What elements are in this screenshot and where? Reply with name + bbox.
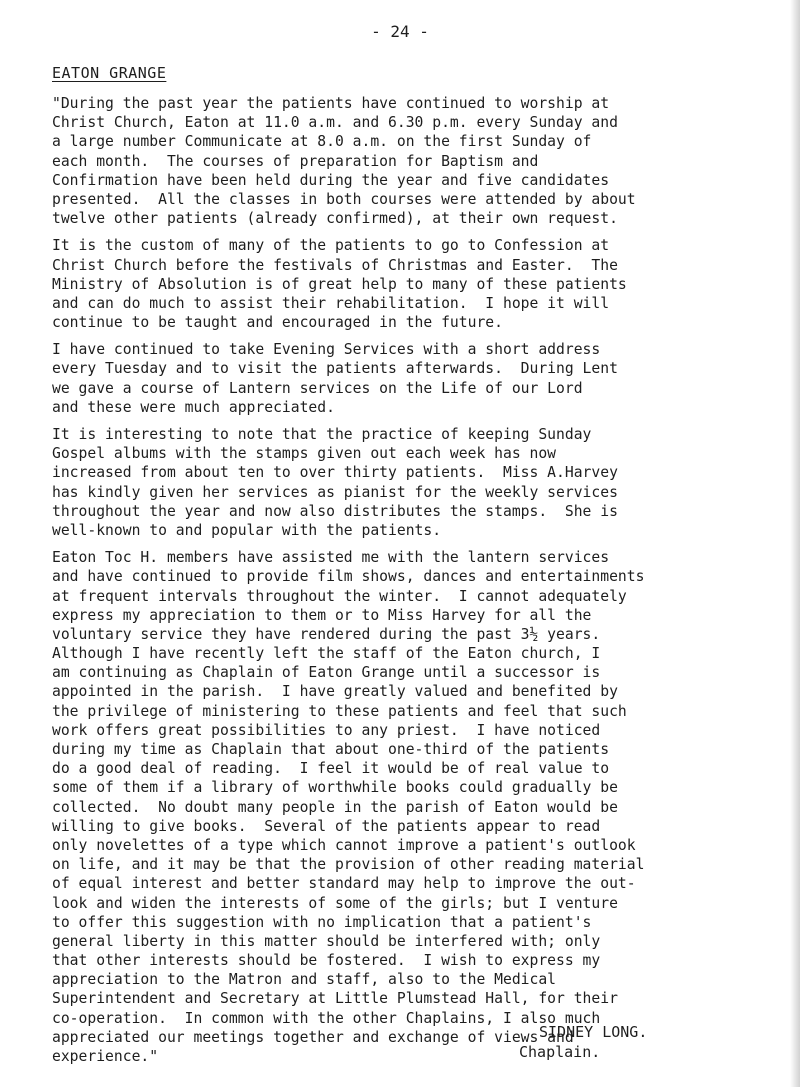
text-line: appreciated our meetings together and exchange of views and: [52, 1028, 574, 1046]
text-line: twelve other patients (already confirmed), at their own request.: [52, 210, 618, 228]
paragraph: [52, 340, 796, 417]
text-line: and have continued to provide film shows, dances and entertainments: [52, 568, 645, 586]
text-line: to offer this suggestion with no implication that a patient's: [52, 913, 592, 931]
text-line: each month. The courses of preparation for Baptism and: [52, 152, 539, 170]
page-number: - 24 -: [371, 22, 429, 41]
paragraph-gap: [52, 417, 796, 425]
text-line: a large number Communicate at 8.0 a.m. on the first Sunday of: [52, 133, 592, 151]
text-line: experience.": [52, 1048, 159, 1065]
text-line: increased from about ten to over thirty patients. Miss A.Harvey: [52, 464, 618, 482]
text-line: willing to give books. Several of the patients appear to read: [52, 817, 601, 835]
text-line: continue to be taught and encouraged in the future.: [52, 314, 503, 332]
report-body: [52, 94, 796, 1066]
text-line: voluntary service they have rendered during the past 3½ years.: [52, 625, 601, 643]
text-line: during my time as Chaplain that about one-third of the patients: [52, 741, 610, 758]
text-line: appreciation to the Matron and staff, also to the Medical: [52, 971, 557, 989]
text-line: It is interesting to note that the practice of keeping Sunday: [52, 426, 592, 443]
text-line: some of them if a library of worthwhile books could gradually be: [52, 779, 618, 797]
text-line: It is the custom of many of the patients to go to Confession at: [52, 237, 610, 255]
signature-name: SIDNEY LONG.: [539, 1023, 648, 1041]
text-line: of equal interest and better standard may help to improve the out-: [52, 875, 636, 893]
text-line: Confirmation have been held during the year and five candidates: [52, 171, 610, 189]
text-line: Christ Church, Eaton at 11.0 a.m. and 6.30 p.m. every Sunday and: [52, 114, 618, 132]
text-line: Gospel albums with the stamps given out each week has now: [52, 445, 557, 463]
text-line: the privilege of ministering to these patients and feel that such: [52, 702, 627, 720]
text-line: Superintendent and Secretary at Little Plumstead Hall, for their: [52, 990, 618, 1008]
text-line: every Tuesday and to visit the patients afterwards. During Lent: [52, 360, 618, 378]
text-line: throughout the year and now also distributes the stamps. She is: [52, 502, 618, 520]
text-line: appointed in the parish. I have greatly valued and benefited by: [52, 683, 618, 701]
text-line: well-known to and popular with the patients.: [52, 521, 442, 539]
section-heading: EATON GRANGE: [52, 64, 167, 82]
text-line: we gave a course of Lantern services on the Life of our Lord: [52, 379, 583, 397]
text-line: general liberty in this matter should be interfered with; only: [52, 932, 601, 950]
paragraph-gap: [52, 332, 796, 340]
text-line: only novelettes of a type which cannot improve a patient's outlook: [52, 836, 636, 854]
text-line: I have continued to take Evening Services with a short address: [52, 341, 601, 359]
text-line: presented. All the classes in both courses were attended by about: [52, 190, 636, 208]
text-line: and these were much appreciated.: [52, 398, 335, 416]
text-line: do a good deal of reading. I feel it would be of real value to: [52, 760, 610, 778]
text-line: "During the past year the patients have continued to worship at: [52, 95, 610, 112]
signature-title: Chaplain.: [519, 1043, 601, 1061]
text-line: Eaton Toc H. members have assisted me with the lantern services: [52, 549, 610, 567]
text-line: co-operation. In common with the other Chaplains, I also much: [52, 1009, 601, 1027]
paragraph-gap: [52, 540, 796, 548]
text-line: has kindly given her services as pianist for the weekly services: [52, 483, 618, 501]
scan-shadow-edge: [790, 0, 800, 1087]
paragraph: [52, 548, 796, 1066]
paragraph-gap: [52, 228, 796, 236]
text-line: and can do much to assist their rehabilitation. I hope it will: [52, 294, 610, 312]
text-line: look and widen the interests of some of the girls; but I venture: [52, 894, 618, 912]
text-line: that other interests should be fostered. I wish to express my: [52, 952, 601, 970]
paragraph: [52, 236, 796, 332]
text-line: Christ Church before the festivals of Christmas and Easter. The: [52, 256, 618, 274]
text-line: am continuing as Chaplain of Eaton Grange until a successor is: [52, 664, 601, 682]
text-line: on life, and it may be that the provision of other reading material: [52, 856, 645, 874]
text-line: collected. No doubt many people in the parish of Eaton would be: [52, 798, 618, 816]
text-line: work offers great possibilities to any priest. I have noticed: [52, 721, 601, 739]
paragraph: [52, 425, 796, 540]
text-line: express my appreciation to them or to Miss Harvey for all the: [52, 606, 592, 624]
paragraph: [52, 94, 796, 228]
text-line: Ministry of Absolution is of great help to many of these patients: [52, 275, 627, 293]
text-line: Although I have recently left the staff of the Eaton church, I: [52, 645, 601, 663]
text-line: at frequent intervals throughout the winter. I cannot adequately: [52, 587, 627, 605]
